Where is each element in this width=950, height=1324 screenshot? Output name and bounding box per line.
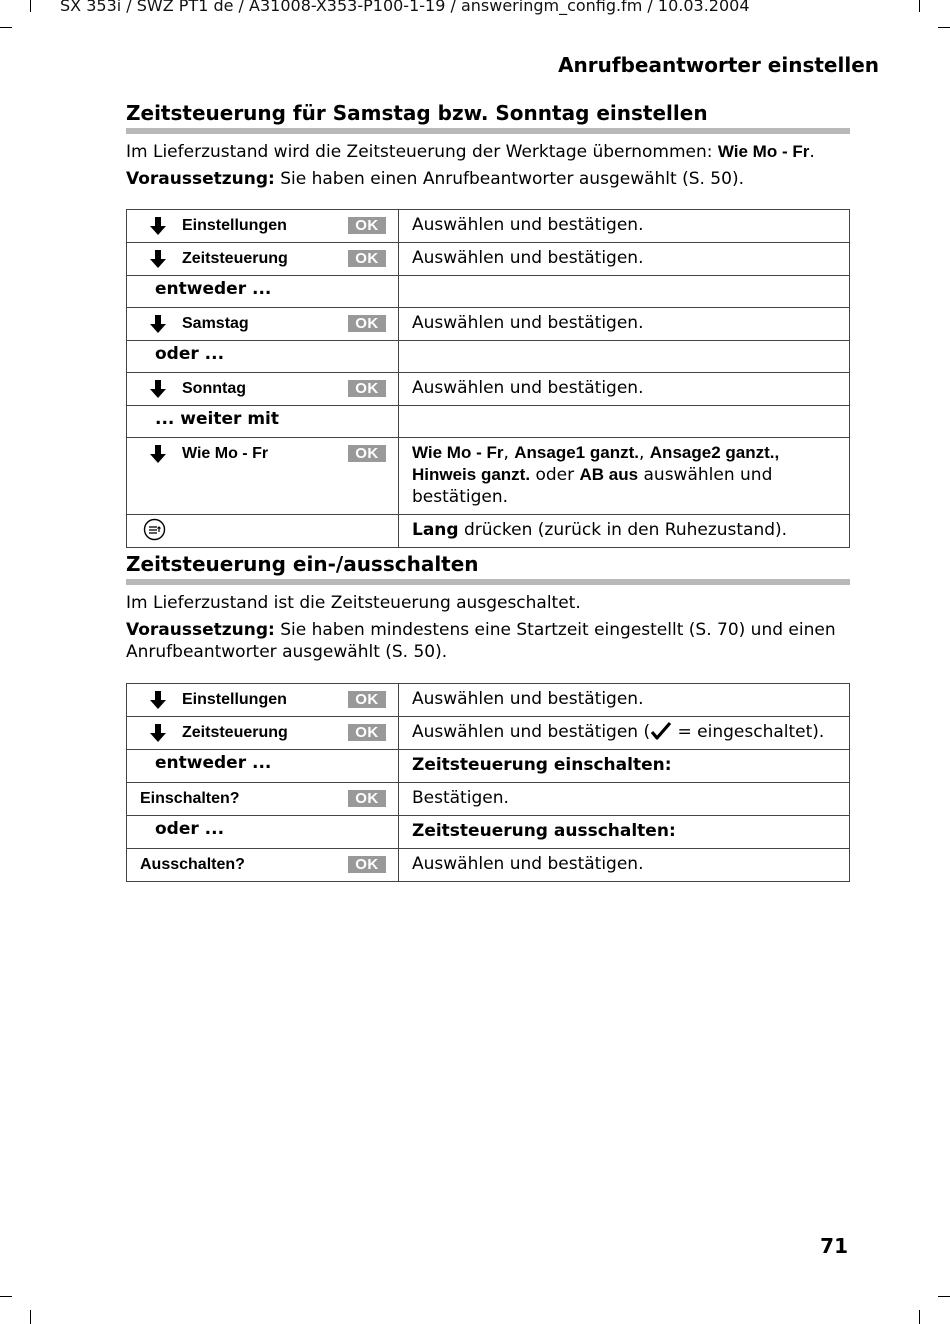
step-key-cell	[127, 243, 399, 276]
step-description	[399, 438, 850, 515]
step-description: Auswählen und bestätigen.	[399, 308, 850, 341]
down-arrow-key-icon	[150, 250, 166, 268]
step-key-cell	[127, 849, 399, 882]
step-key-cell	[127, 717, 399, 750]
down-arrow-key-icon	[150, 315, 166, 333]
step-description: Zeitsteuerung ausschalten:	[399, 816, 850, 849]
prereq-text: Sie haben einen Anrufbeantworter ausgewählt (S. 50).	[274, 169, 744, 189]
step-description	[399, 341, 850, 373]
crop-mark	[30, 1310, 31, 1324]
keyword-label: oder ...	[155, 819, 225, 839]
step-description: Bestätigen.	[399, 783, 850, 816]
table-row	[127, 717, 850, 750]
step-key-cell	[127, 406, 399, 438]
step-description	[399, 717, 850, 750]
section1-prereq	[126, 168, 850, 190]
instruction-text: auswählen und bestätigen.	[412, 465, 773, 507]
table-row	[127, 783, 850, 816]
down-arrow-key-icon	[150, 217, 166, 235]
table-row	[127, 515, 850, 548]
intro-keyword: Wie Mo - Fr	[717, 142, 810, 161]
section2-intro: Im Lieferzustand ist die Zeitsteuerung ausgeschaltet.	[126, 593, 581, 613]
table-row	[127, 210, 850, 243]
crop-mark	[919, 0, 920, 12]
option-ansage1: Ansage1 ganzt.	[514, 443, 639, 462]
crop-mark	[0, 1296, 12, 1297]
table-row	[127, 849, 850, 882]
ok-key-icon: OK	[348, 315, 386, 332]
chapter-title: Anrufbeantworter einstellen	[558, 53, 879, 77]
step-description	[399, 406, 850, 438]
ok-key-icon: OK	[348, 691, 386, 708]
menu-item: Zeitsteuerung	[182, 724, 288, 741]
section1-intro	[126, 141, 850, 163]
option-ansage2: Ansage2 ganzt.	[649, 443, 775, 462]
table-row	[127, 373, 850, 406]
ok-key-icon: OK	[348, 856, 386, 873]
table-row	[127, 406, 850, 438]
crop-mark	[919, 1310, 920, 1324]
table-row	[127, 276, 850, 308]
section2-prereq	[126, 619, 850, 663]
menu-item: Ausschalten?	[140, 856, 245, 873]
step-description: Auswählen und bestätigen.	[399, 849, 850, 882]
step-key-cell	[127, 276, 399, 308]
emphasis-text: Lang	[412, 520, 459, 540]
section2-title: Zeitsteuerung ein-/ausschalten	[126, 552, 479, 576]
crop-mark	[938, 1296, 950, 1297]
separator: ,	[503, 443, 515, 463]
table-row	[127, 750, 850, 783]
step-key-cell	[127, 438, 399, 515]
step-key-cell	[127, 341, 399, 373]
menu-item: Wie Mo - Fr	[182, 445, 269, 462]
step-key-cell	[127, 515, 399, 548]
keyword-label: entweder ...	[155, 753, 272, 773]
ok-key-icon: OK	[348, 790, 386, 807]
ok-key-icon: OK	[348, 217, 386, 234]
ok-key-icon: OK	[348, 445, 386, 462]
crop-mark	[30, 0, 31, 12]
table-row	[127, 243, 850, 276]
step-key-cell	[127, 783, 399, 816]
menu-item: Zeitsteuerung	[182, 250, 288, 267]
table-row	[127, 308, 850, 341]
page-number: 71	[820, 1234, 848, 1258]
option-wie-mo-fr: Wie Mo - Fr	[412, 443, 504, 462]
menu-item: Einstellungen	[182, 217, 287, 234]
section2-rule	[126, 579, 850, 585]
down-arrow-key-icon	[150, 445, 166, 463]
prereq-label: Voraussetzung:	[126, 620, 275, 640]
ok-key-icon: OK	[348, 250, 386, 267]
separator: ,	[774, 443, 780, 462]
step-key-cell	[127, 210, 399, 243]
step-description	[399, 515, 850, 548]
option-hinweis: Hinweis ganzt.	[412, 465, 531, 484]
intro-text: Im Lieferzustand wird die Zeitsteuerung der Werktage übernommen:	[126, 142, 718, 162]
description-text: = eingeschaltet).	[672, 722, 825, 742]
file-info-header: SX 353i / SWZ PT1 de / A31008-X353-P100-1-19 / answeringm_config.fm / 10.03.2004	[60, 0, 750, 15]
step-key-cell	[127, 750, 399, 783]
table-row	[127, 438, 850, 515]
crop-mark	[938, 27, 950, 28]
menu-item: Sonntag	[182, 380, 246, 397]
table-row	[127, 684, 850, 717]
down-arrow-key-icon	[150, 724, 166, 742]
option-ab-aus: AB aus	[579, 465, 639, 484]
table-row	[127, 341, 850, 373]
step-description: Auswählen und bestätigen.	[399, 373, 850, 406]
description-text: drücken (zurück in den Ruhezustand).	[458, 520, 788, 540]
step-description: Auswählen und bestätigen.	[399, 243, 850, 276]
section1-steps-table	[126, 209, 850, 548]
separator: ,	[638, 443, 650, 463]
step-key-cell	[127, 373, 399, 406]
ok-key-icon: OK	[348, 380, 386, 397]
intro-end: .	[809, 142, 815, 162]
checkmark-icon	[650, 721, 672, 741]
prereq-label: Voraussetzung:	[126, 169, 275, 189]
section2-steps-table	[126, 683, 850, 882]
step-key-cell	[127, 308, 399, 341]
connector-text: oder	[530, 465, 580, 485]
menu-item: Samstag	[182, 315, 249, 332]
step-description: Auswählen und bestätigen.	[399, 684, 850, 717]
step-description: Zeitsteuerung einschalten:	[399, 750, 850, 783]
keyword-label: entweder ...	[155, 279, 272, 299]
step-key-cell	[127, 816, 399, 849]
menu-item: Einschalten?	[140, 790, 240, 807]
keyword-label: ... weiter mit	[155, 409, 279, 429]
table-row	[127, 816, 850, 849]
section1-title: Zeitsteuerung für Samstag bzw. Sonntag einstellen	[126, 101, 708, 125]
step-description	[399, 276, 850, 308]
menu-item: Einstellungen	[182, 691, 287, 708]
keyword-label: oder ...	[155, 344, 225, 364]
end-call-key-icon	[143, 518, 166, 541]
description-text: Auswählen und bestätigen (	[412, 722, 651, 742]
down-arrow-key-icon	[150, 380, 166, 398]
step-key-cell	[127, 684, 399, 717]
step-description: Auswählen und bestätigen.	[399, 210, 850, 243]
crop-mark	[0, 27, 12, 28]
prereq-text: Sie haben mindestens eine Startzeit eingestellt (S. 70) und einen Anrufbeantworter ausgewählt (S. 50).	[126, 620, 836, 662]
down-arrow-key-icon	[150, 691, 166, 709]
ok-key-icon: OK	[348, 724, 386, 741]
section1-rule	[126, 128, 850, 134]
